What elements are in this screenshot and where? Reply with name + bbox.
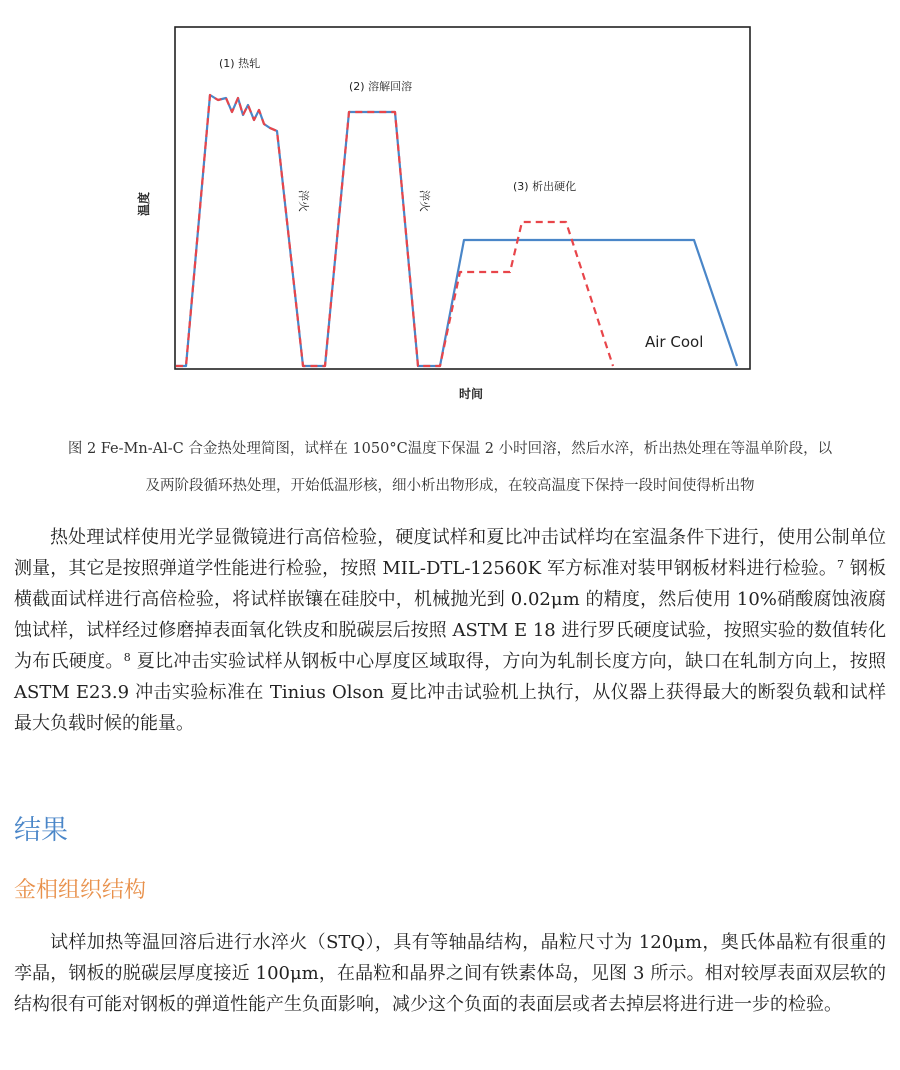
section-title-results: 结果 bbox=[14, 815, 68, 846]
air-cool-label: Air Cool bbox=[645, 333, 704, 351]
quench-label-1: 淬火 bbox=[297, 190, 310, 212]
stage-label-hot-rolling: (1) 热轧 bbox=[219, 57, 261, 70]
x-axis-label: 时间 bbox=[459, 387, 484, 401]
citation-8: 8 bbox=[123, 651, 131, 664]
stage-label-solution: (2) 溶解回溶 bbox=[349, 80, 413, 93]
quench-label-2: 淬火 bbox=[418, 190, 431, 212]
single-stage-profile-line bbox=[176, 95, 737, 366]
subsection-title-microstructure: 金相组织结构 bbox=[14, 878, 147, 903]
two-stage-profile-line bbox=[176, 95, 613, 366]
methods-paragraph: 热处理试样使用光学显微镜进行高倍检验，硬度试样和夏比冲击试样均在室温条件下进行，使用公制单位测量，其它是按照弹道学性能进行检验，按照 MIL-DTL-12560K 军方标准对装甲钢板材料进行检验。$^7$ 钢板横截面试样进行高倍检验，将试样嵌镶在硅胶中，机械抛光到 0.02μm 的精度，然后使用 10%硝酸腐蚀液腐蚀试样，试样经过修磨掉表面氧化铁皮和脱碳层后按照 ASTM E 18 进行罗氏硬度试验，按照实验的数值转化为布氏硬度。$^8$ 夏比冲击实验试样从钢板中心厚度区域取得，方向为轧制长度方向，缺口在轧制方向上，按照 ASTM E23.9 冲击实验标准在 Tinius Olson 夏比冲击试验机上执行，从仪器上获得最大的断裂负载和试样最大负载时候的能量。 bbox=[14, 527, 887, 734]
figure-caption-line-1: 图 2 Fe-Mn-Al-C 合金热处理简图，试样在 1050°C温度下保温 2 小时回溶，然后水淬，析出热处理在等温单阶段，以 bbox=[67, 441, 833, 457]
y-axis-label: 温度 bbox=[137, 191, 151, 216]
heat-treatment-diagram bbox=[0, 0, 900, 420]
citation-7: 7 bbox=[837, 558, 845, 571]
microstructure-paragraph: 试样加热等温回溶后进行水淬火（STQ），具有等轴晶结构，晶粒尺寸为 120μm，奥氏体晶粒有很重的孪晶，钢板的脱碳层厚度接近 100μm，在晶粒和晶界之间有铁素体岛，见图 3 所示。相对较厚表面双层软的结构很有可能对钢板的弹道性能产生负面影响，减少这个负面的表面层或者去掉层将进行进一步的检验。 bbox=[14, 932, 886, 1015]
plot-frame bbox=[175, 27, 750, 369]
stage-label-precipitation: (3) 析出硬化 bbox=[513, 180, 577, 193]
figure-caption-line-2: 及两阶段循环热处理，开始低温形核，细小析出物形成，在较高温度下保持一段时间使得析出物 bbox=[145, 478, 755, 494]
